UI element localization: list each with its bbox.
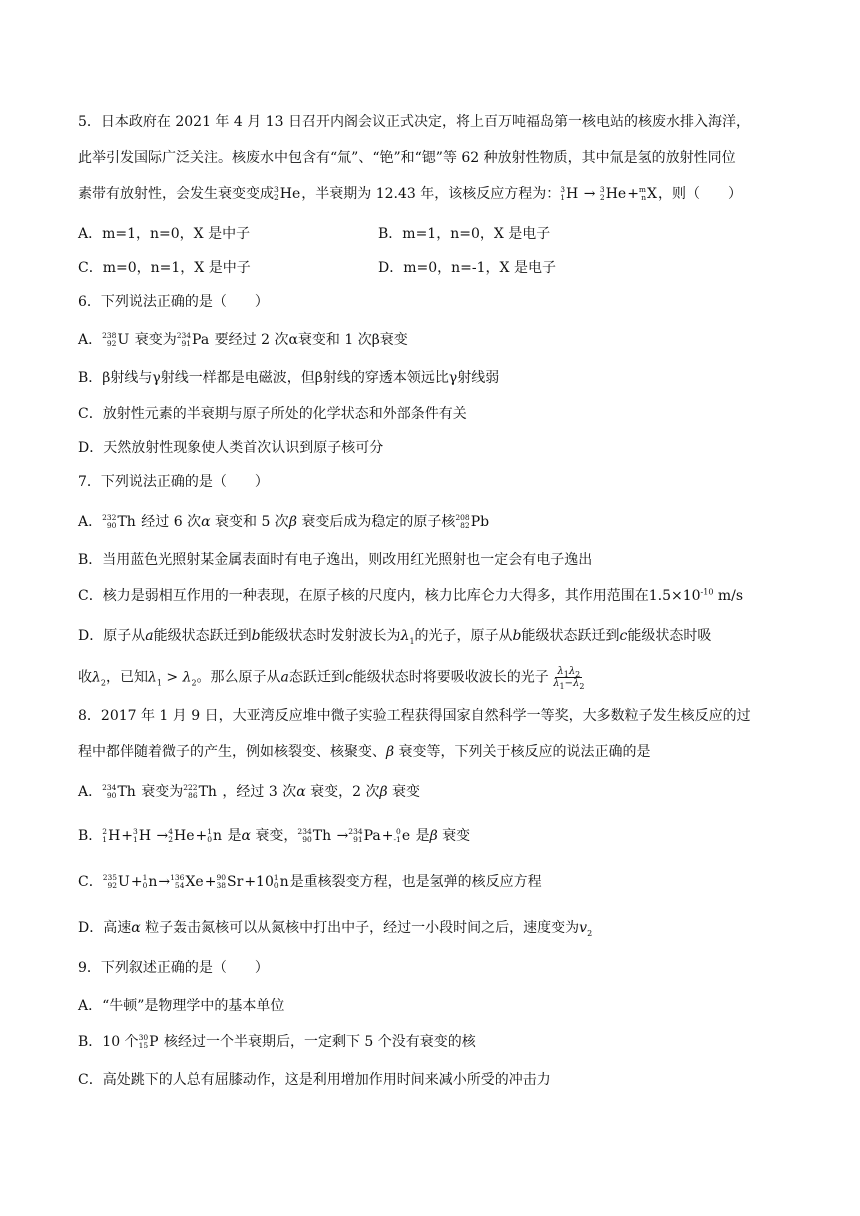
q9-option-c[interactable]: C．高处跳下的人总有屈膝动作，这是利用增加作用时间来减小所受的冲击力 xyxy=(78,1072,551,1088)
q7-option-d-cont: 收$\lambda_2$，已知$\lambda_1 > \lambda_2$。那么原子从a态跃迁到c能级状态时将要吸收波长的光子 $\frac{\lambda_1\lambda_2}{\lambda_1-\lambda_2}$ xyxy=(78,666,585,691)
q5-line-3: 素带有放射性，会发生衰变变成 3 2 He，半衰期为 12.43 年，该核反应方程为： 3 1 H → 3 2 He+ m n X，则（ ） xyxy=(78,185,743,202)
nuclide-p30: 30 15 P xyxy=(138,1033,159,1050)
nuclide-h3: 3 1 H xyxy=(560,185,579,202)
q6-option-c[interactable]: C．放射性元素的半衰期与原子所处的化学状态和外部条件有关 xyxy=(78,406,467,422)
nuclide-x: m n X xyxy=(638,185,658,202)
nuclide-he3-product: 3 2 He xyxy=(599,185,627,202)
q5-option-c[interactable]: C．m=0，n=1，X 是中子 xyxy=(78,260,251,276)
q8-option-c[interactable]: C． 235 92 U+ 1 0 n→ 136 54 Xe+ 90 38 Sr+10 1 0 n是重核裂变方程，也是氢弹的核反应方程 xyxy=(78,873,542,890)
q7-option-c[interactable]: C．核力是弱相互作用的一种表现，在原子核的尺度内，核力比库仑力大得多，其作用范围在$1.5\times 10^{-10}$ m/s xyxy=(78,587,744,604)
q5-line-2: 此举引发国际广泛关注。核废水中包含有“氚”、“铯”和“锶”等 62 种放射性物质，其中氚是氢的放射性同位 xyxy=(78,150,736,166)
q5-line-1: 5．日本政府在 2021 年 4 月 13 日召开内阁会议正式决定，将上百万吨福岛第一核电站的核废水排入海洋， xyxy=(78,114,750,130)
q9-option-a[interactable]: A．“牛顿”是物理学中的基本单位 xyxy=(78,998,285,1014)
wavelength-fraction: $\frac{\lambda_1\lambda_2}{\lambda_1-\lambda_2}$ xyxy=(553,666,585,691)
nuclide-th222: 222 86 Th xyxy=(183,783,217,800)
q6-option-a[interactable]: A． 238 92 U 衰变为 234 91 Pa 要经过 2 次α衰变和 1 次β衰变 xyxy=(78,331,408,348)
q7-option-d[interactable]: D．原子从a能级状态跃迁到b能级状态时发射波长为$\lambda_1$的光子，原子从b能级状态跃迁到c能级状态时吸 xyxy=(78,628,712,646)
q6-option-d[interactable]: D．天然放射性现象使人类首次认识到原子核可分 xyxy=(78,440,384,456)
nuclide-th232: 232 90 Th xyxy=(102,513,136,530)
q8-option-b[interactable]: B． 2 1 H+ 3 1 H → 4 2 He+ 1 0 n 是α 衰变， 234 90 Th → 234 91 Pa+ 0 -1 e 是β 衰变 xyxy=(78,827,471,844)
q5-option-a[interactable]: A．m=1，n=0，X 是中子 xyxy=(78,226,251,242)
q7-option-a[interactable]: A． 232 90 Th 经过 6 次α 衰变和 5 次β 衰变后成为稳定的原子核 208 82 Pb xyxy=(78,513,490,530)
q8-line-1: 8．2017 年 1 月 9 日，大亚湾反应堆中微子实验工程获得国家自然科学一等奖，大多数粒子发生核反应的过 xyxy=(78,708,751,724)
q8-line-2: 程中都伴随着微子的产生，例如核裂变、核聚变、β 衰变等，下列关于核反应的说法正确的是 xyxy=(78,744,651,760)
q7-stem: 7．下列说法正确的是（ ） xyxy=(78,474,269,490)
q5-option-b[interactable]: B．m=1，n=0，X 是电子 xyxy=(378,226,551,242)
q8-option-a[interactable]: A． 234 90 Th 衰变为 222 86 Th ，经过 3 次α 衰变，2 次β 衰变 xyxy=(78,783,421,800)
nuclide-he3: 3 2 He xyxy=(274,185,301,202)
nuclide-th234: 234 90 Th xyxy=(102,783,136,800)
q5-option-d[interactable]: D．m=0，n=-1，X 是电子 xyxy=(378,260,556,276)
q7-option-b[interactable]: B．当用蓝色光照射某金属表面时有电子逸出，则改用红光照射也一定会有电子逸出 xyxy=(78,552,593,568)
q9-stem: 9．下列叙述正确的是（ ） xyxy=(78,960,269,976)
q6-option-b[interactable]: B．β射线与γ射线一样都是电磁波，但β射线的穿透本领远比γ射线弱 xyxy=(78,370,500,386)
nuclide-u238: 238 92 U xyxy=(102,331,130,348)
q9-option-b[interactable]: B．10 个 30 15 P 核经过一个半衰期后，一定剩下 5 个没有衰变的核 xyxy=(78,1033,476,1050)
nuclide-pa234: 234 91 Pa xyxy=(176,331,210,348)
nuclide-pb208: 208 82 Pb xyxy=(455,513,490,530)
q8-option-d[interactable]: D．高速α 粒子轰击氮核可以从氮核中打出中子，经过一小段时间之后，速度变为$v_2$ xyxy=(78,920,593,938)
q6-stem: 6．下列说法正确的是（ ） xyxy=(78,294,269,310)
